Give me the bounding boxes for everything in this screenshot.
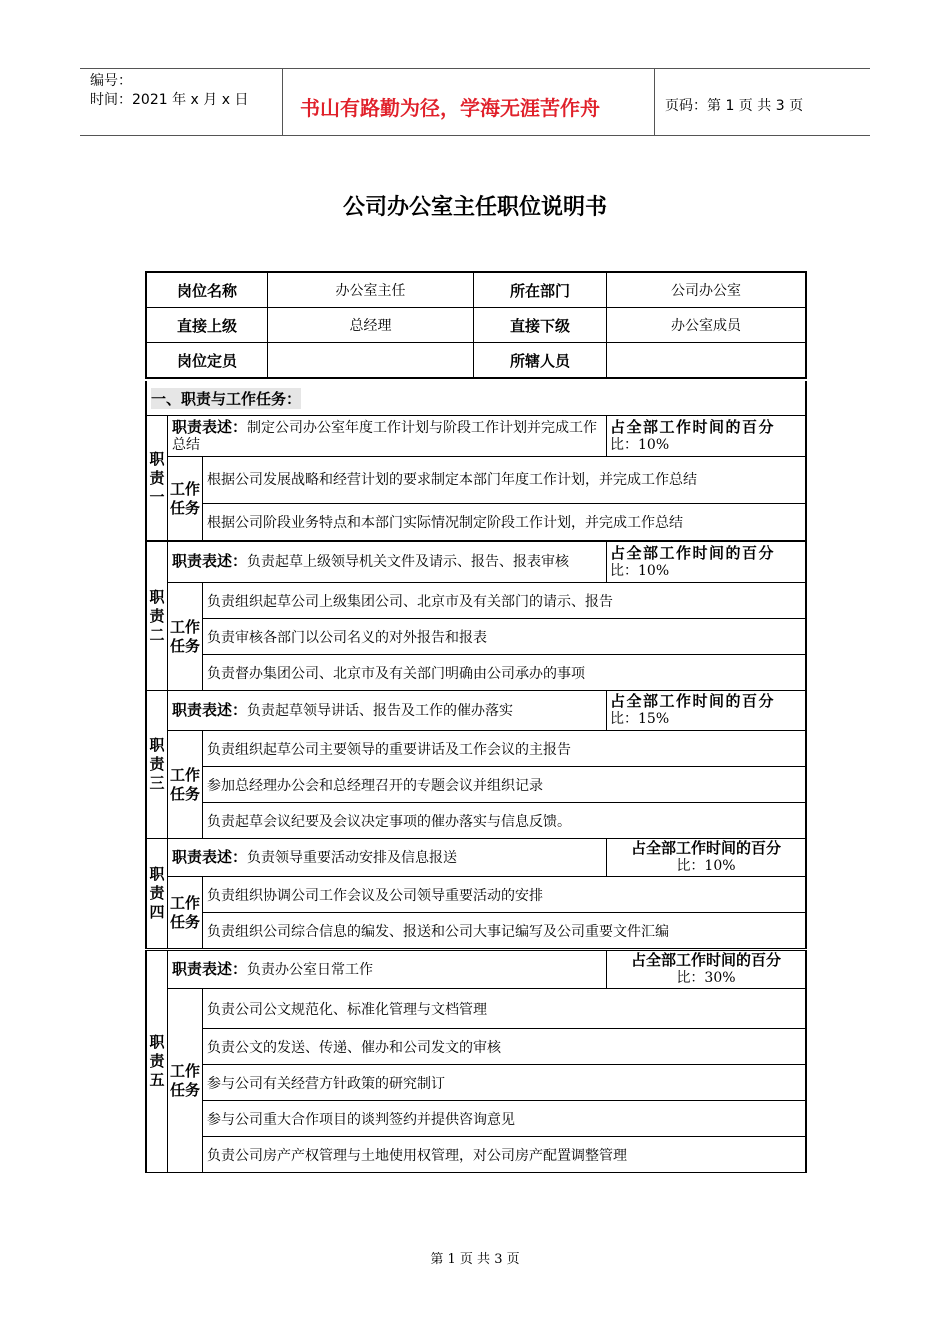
time-percentage: 占全部工作时间的百分 比：10% bbox=[607, 416, 806, 457]
duty-description: 职责表述：制定公司办公室年度工作计划与阶段工作计划并完成工作总结 bbox=[168, 416, 607, 457]
doc-number-label: 编号： bbox=[90, 73, 132, 89]
task-item: 负责公司公文规范化、标准化管理与文档管理 bbox=[203, 989, 806, 1029]
duty-description: 职责表述：负责领导重要活动安排及信息报送 bbox=[168, 839, 607, 877]
managed-staff-key: 所辖人员 bbox=[474, 343, 607, 379]
doc-time-label: 时间：2021 年 x 月 x 日 bbox=[90, 92, 249, 108]
duty-description: 职责表述：负责起草上级领导机关文件及请示、报告、报表审核 bbox=[168, 542, 607, 583]
task-label: 工作 任务 bbox=[168, 989, 203, 1173]
page-title: 公司办公室主任职位说明书 bbox=[342, 195, 607, 220]
section-header bbox=[145, 381, 807, 415]
task-item: 负责公文的发送、传递、催办和公司发文的审核 bbox=[203, 1029, 806, 1065]
time-percentage: 占全部工作时间的百分 比：30% bbox=[607, 951, 806, 989]
task-item: 负责组织起草公司上级集团公司、北京市及有关部门的请示、报告 bbox=[203, 583, 806, 619]
header-page-number: 页码：第 1 页 共 3 页 bbox=[665, 98, 804, 114]
task-label: 工作 任务 bbox=[168, 731, 203, 839]
position-name-value: 办公室主任 bbox=[268, 272, 474, 308]
position-name-key: 岗位名称 bbox=[146, 272, 268, 308]
duty-block-5 bbox=[145, 950, 807, 1173]
task-item: 参与公司有关经营方针政策的研究制订 bbox=[203, 1065, 806, 1101]
superior-value: 总经理 bbox=[268, 308, 474, 343]
duty-label: 职 责 三 bbox=[147, 691, 168, 839]
task-item: 参加总经理办公会和总经理召开的专题会议并组织记录 bbox=[203, 767, 806, 803]
task-item: 参与公司重大合作项目的谈判签约并提供咨询意见 bbox=[203, 1101, 806, 1137]
duty-block-1 bbox=[145, 415, 807, 541]
task-item: 根据公司阶段业务特点和本部门实际情况制定阶段工作计划，并完成工作总结 bbox=[203, 504, 806, 541]
duty-label: 职 责 二 bbox=[147, 542, 168, 691]
task-item: 负责组织起草公司主要领导的重要讲话及工作会议的主报告 bbox=[203, 731, 806, 767]
duty-description: 职责表述：负责起草领导讲话、报告及工作的催办落实 bbox=[168, 691, 607, 731]
section-title: 一、职责与工作任务： bbox=[151, 390, 302, 408]
headcount-value bbox=[268, 343, 474, 379]
task-item: 负责审核各部门以公司名义的对外报告和报表 bbox=[203, 619, 806, 655]
headcount-key: 岗位定员 bbox=[146, 343, 268, 379]
task-item: 负责组织公司综合信息的编发、报送和公司大事记编写及公司重要文件汇编 bbox=[203, 913, 806, 949]
managed-staff-value bbox=[607, 343, 807, 379]
subordinate-key: 直接下级 bbox=[474, 308, 607, 343]
subordinate-value: 办公室成员 bbox=[607, 308, 807, 343]
task-item: 根据公司发展战略和经营计划的要求制定本部门年度工作计划，并完成工作总结 bbox=[203, 457, 806, 504]
position-info-table bbox=[145, 271, 807, 379]
duty-block-4 bbox=[145, 838, 807, 949]
header-divider-right bbox=[654, 69, 655, 135]
header-divider-left bbox=[282, 69, 283, 135]
task-item: 负责督办集团公司、北京市及有关部门明确由公司承办的事项 bbox=[203, 655, 806, 691]
task-item: 负责公司房产产权管理与土地使用权管理，对公司房产配置调整管理 bbox=[203, 1137, 806, 1173]
duty-label: 职 责 五 bbox=[147, 951, 168, 1173]
task-label: 工作 任务 bbox=[168, 457, 203, 541]
superior-key: 直接上级 bbox=[146, 308, 268, 343]
task-item: 负责组织协调公司工作会议及公司领导重要活动的安排 bbox=[203, 877, 806, 913]
page-footer: 第 1 页 共 3 页 bbox=[430, 1252, 520, 1267]
task-label: 工作 任务 bbox=[168, 583, 203, 691]
header-top-rule bbox=[80, 68, 870, 69]
department-key: 所在部门 bbox=[474, 272, 607, 308]
header-motto: 书山有路勤为径，学海无涯苦作舟 bbox=[300, 96, 600, 120]
duty-description: 职责表述：负责办公室日常工作 bbox=[168, 951, 607, 989]
department-value: 公司办公室 bbox=[607, 272, 807, 308]
time-percentage: 占全部工作时间的百分 比：15% bbox=[607, 691, 806, 731]
duty-block-3 bbox=[145, 690, 807, 839]
duty-label: 职 责 四 bbox=[147, 839, 168, 949]
task-item: 负责起草会议纪要及会议决定事项的催办落实与信息反馈。 bbox=[203, 803, 806, 839]
time-percentage: 占全部工作时间的百分 比：10% bbox=[607, 542, 806, 583]
duty-block-2 bbox=[145, 541, 807, 691]
duty-label: 职 责 一 bbox=[147, 416, 168, 541]
time-percentage: 占全部工作时间的百分 比：10% bbox=[607, 839, 806, 877]
header-bottom-rule bbox=[80, 135, 870, 136]
task-label: 工作 任务 bbox=[168, 877, 203, 949]
